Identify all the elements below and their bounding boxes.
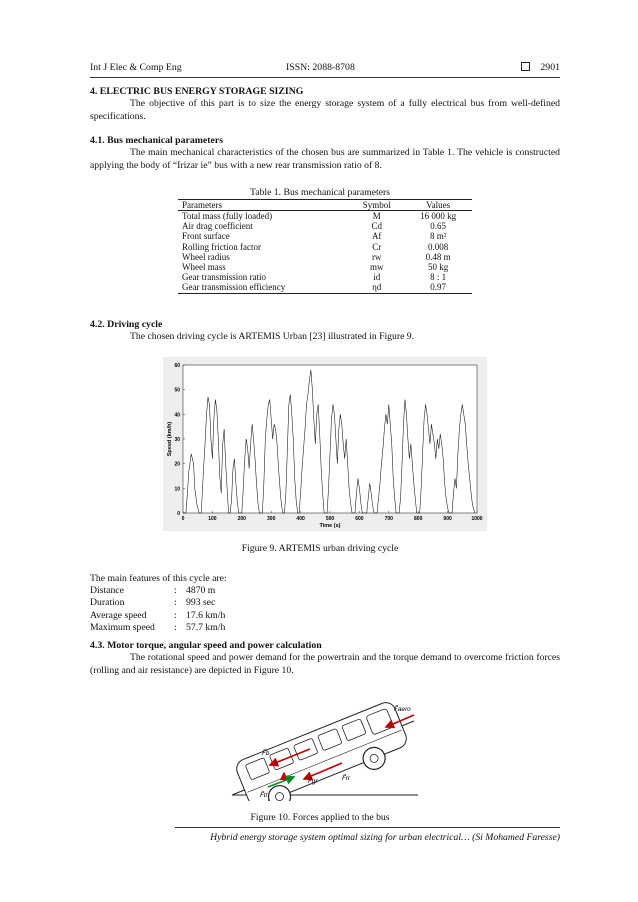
col-header-values: Values xyxy=(404,200,472,211)
page-number: 2901 xyxy=(540,62,560,73)
y-tick-label: 0 xyxy=(177,511,180,517)
table-cell-param: Front surface xyxy=(182,231,230,242)
section-4-heading: 4. ELECTRIC BUS ENERGY STORAGE SIZING xyxy=(90,86,304,97)
x-tick-label: 600 xyxy=(355,516,364,522)
table-cell-param: Gear transmission efficiency xyxy=(178,282,349,293)
b-force-label: F⃗b xyxy=(262,750,270,757)
x-tick-label: 1000 xyxy=(471,516,483,522)
feature-value: 4870 m xyxy=(186,585,216,597)
table-cell-symbol: ηd xyxy=(349,282,404,293)
feature-row xyxy=(90,622,390,634)
x-tick-label: 800 xyxy=(414,516,423,522)
table-row xyxy=(178,262,472,272)
table-cell-value: 8 : 1 xyxy=(430,272,447,283)
y-tick-label: 10 xyxy=(174,486,180,493)
table-cell-value: 50 kg xyxy=(428,262,449,273)
page-footer: Hybrid energy storage system optimal sizing for urban electrical… (Si Mohamed Faresse) xyxy=(210,832,560,843)
bus-body xyxy=(234,700,410,801)
table-row xyxy=(178,221,472,231)
cycle-features-intro: The main features of this cycle are: xyxy=(90,573,227,584)
x-tick-label: 300 xyxy=(267,516,276,522)
table-row xyxy=(178,252,472,262)
feature-label: Average speed xyxy=(90,609,147,621)
table-cell-symbol: Cr xyxy=(372,241,382,252)
y-tick-label: 40 xyxy=(174,412,180,419)
table-cell-value: 0.48 m xyxy=(425,251,451,262)
section-42-paragraph: The chosen driving cycle is ARTEMIS Urban [23] illustrated in Figure 9. xyxy=(130,331,415,342)
page-header xyxy=(90,62,560,76)
x-tick-label: 900 xyxy=(443,516,452,522)
x-axis-label: Time (s) xyxy=(319,523,341,529)
x-tick-label: 400 xyxy=(296,516,305,522)
section-4-paragraph: The objective of this part is to size the energy storage system of a fully electrical bus from well-defined specifications. xyxy=(90,98,560,123)
table-cell-param: Total mass (fully loaded) xyxy=(182,211,273,221)
x-tick-label: 0 xyxy=(181,516,185,522)
table-row xyxy=(178,211,472,222)
figure-9-chart xyxy=(163,357,487,531)
table-1 xyxy=(178,199,472,294)
table-cell-value: 0.65 xyxy=(430,221,447,232)
journal-name: Int J Elec & Comp Eng xyxy=(90,62,182,73)
y-axis-label: Speed (km/h) xyxy=(167,421,173,457)
header-rule xyxy=(90,77,560,78)
feature-value: 57.7 km/h xyxy=(186,621,226,633)
x-tick-label: 700 xyxy=(384,516,393,522)
feature-separator: : xyxy=(174,585,177,597)
figure-10-diagram xyxy=(218,697,424,801)
table-cell-param: Gear transmission ratio xyxy=(182,272,266,283)
feature-label: Duration xyxy=(90,597,125,609)
feature-label: Maximum speed xyxy=(90,621,155,633)
y-tick-label: 20 xyxy=(174,461,180,468)
tr-force-label: F⃗tr xyxy=(260,792,268,799)
table-cell-value: 0.008 xyxy=(428,241,449,252)
table-cell-param: Air drag coefficient xyxy=(182,221,253,232)
y-tick-label: 30 xyxy=(174,437,180,443)
table-1-caption: Table 1. Bus mechanical parameters xyxy=(250,187,390,198)
feature-label: Distance xyxy=(90,585,124,597)
feature-separator: : xyxy=(174,597,177,609)
table-cell-value: 0.97 xyxy=(404,282,472,293)
table-cell-symbol: mw xyxy=(369,262,384,273)
feature-row xyxy=(90,585,390,597)
feature-row xyxy=(90,597,390,609)
x-tick-label: 200 xyxy=(237,516,246,522)
col-header-parameters: Parameters xyxy=(178,200,349,211)
table-cell-symbol: Cd xyxy=(371,221,382,232)
x-tick-label: 100 xyxy=(208,516,217,522)
page-number-wrap xyxy=(521,62,560,73)
section-42-heading: 4.2. Driving cycle xyxy=(90,319,163,330)
table-cell-value: 8 m² xyxy=(429,231,447,242)
table-row xyxy=(178,231,472,241)
feature-separator: : xyxy=(174,609,177,621)
square-icon xyxy=(521,62,530,71)
rr-force-label: F⃗rr xyxy=(342,775,351,782)
table-cell-symbol: rw xyxy=(371,251,382,262)
bus xyxy=(234,700,414,801)
table-cell-param: Wheel mass xyxy=(182,262,226,273)
x-tick-label: 500 xyxy=(325,516,335,522)
table-row xyxy=(178,282,472,293)
table-cell-param: Rolling friction factor xyxy=(182,241,261,252)
issn: ISSN: 2088-8708 xyxy=(286,62,355,73)
cycle-features xyxy=(90,573,390,634)
section-43-heading: 4.3. Motor torque, angular speed and power calculation xyxy=(90,640,322,651)
y-tick-label: 60 xyxy=(174,363,180,369)
feature-row xyxy=(90,610,390,622)
table-cell-symbol: id xyxy=(373,272,381,283)
section-43-paragraph: The rotational speed and power demand for the powertrain and the torque demand to overcome friction forces (rolling and air resistance) are depicted in Figure 10. xyxy=(90,652,560,677)
aero-force-label: F⃗aero xyxy=(394,706,411,713)
table-cell-value: 16 000 kg xyxy=(420,211,457,221)
table-cell-symbol: Af xyxy=(371,231,382,242)
figure-10-caption: Figure 10. Forces applied to the bus xyxy=(250,812,390,823)
footer-rule xyxy=(175,827,560,828)
table-header-row xyxy=(178,200,472,211)
y-tick-label: 50 xyxy=(174,387,180,394)
gr-force-label: F⃗gr xyxy=(308,778,318,785)
table-cell-symbol: M xyxy=(372,211,381,221)
section-41-paragraph: The main mechanical characteristics of the chosen bus are summarized in Table 1. The vehicle is constructed applying the body of “Irizar ie” bus with a new rear transmission ratio of 8. xyxy=(90,147,560,172)
table-row xyxy=(178,272,472,282)
table-row xyxy=(178,242,472,252)
feature-separator: : xyxy=(174,621,177,633)
table-cell-param: Wheel radius xyxy=(182,251,230,262)
col-header-symbol: Symbol xyxy=(349,200,404,211)
feature-value: 17.6 km/h xyxy=(186,609,226,621)
feature-value: 993 sec xyxy=(186,597,216,609)
figure-9-caption: Figure 9. ARTEMIS urban driving cycle xyxy=(241,543,399,554)
section-41-heading: 4.1. Bus mechanical parameters xyxy=(90,135,224,146)
